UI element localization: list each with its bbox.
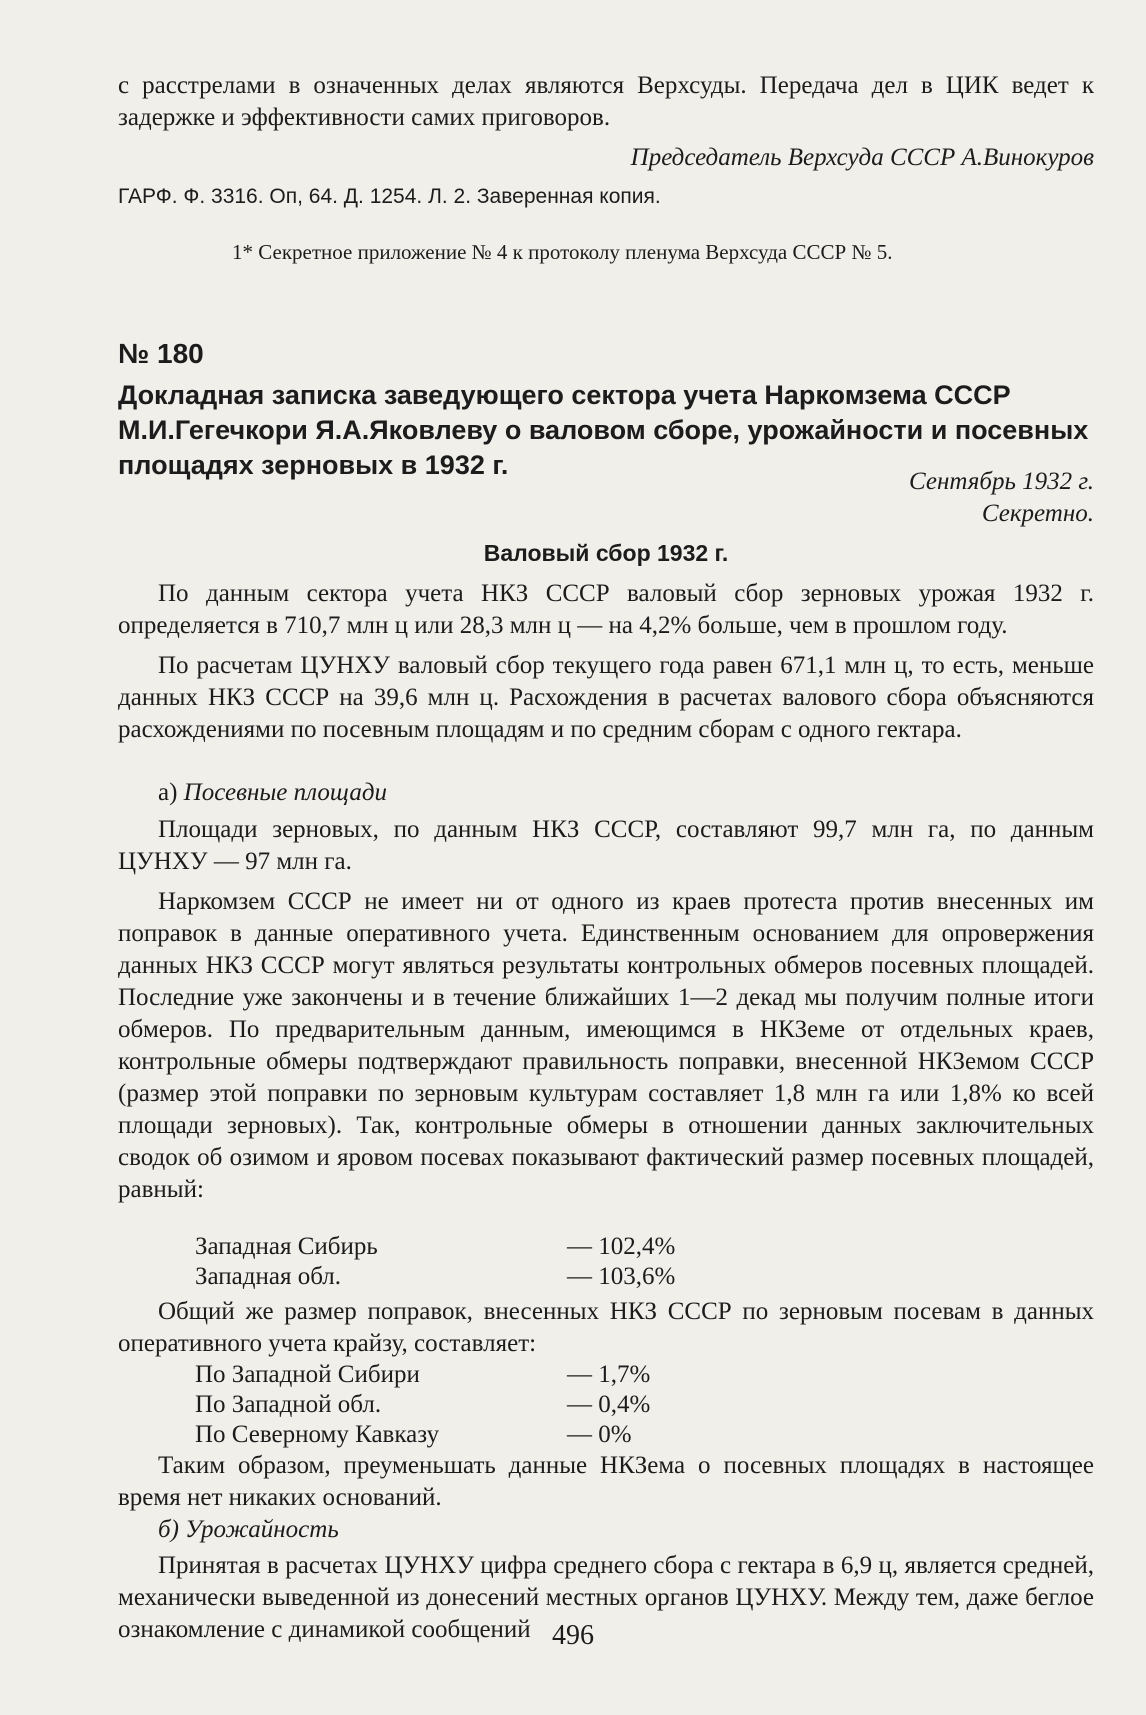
paragraph-conclusion: Таким образом, преуменьшать данные НКЗема о посевных площадях в настоящее время нет никаких оснований. [118,1452,1094,1511]
document-date: Сентябрь 1932 г. [909,468,1094,495]
subsection-a [118,777,1094,809]
subsection-a-label: а) [158,779,184,806]
subsection-a-title: Посевные площади [183,779,387,806]
paragraph: По расчетам ЦУНХУ валовый сбор текущего года равен 671,1 млн ц, то есть, меньше данных НКЗ СССР на 39,6 млн ц. Расхождения в расчетах валового сбора объясняются расхождениями по посевным площадям и по средним сборам с одного гектара. [118,652,1094,743]
page-number: 496 [552,1620,594,1651]
subsection-b-title: б) Урожайность [158,1516,339,1543]
classification: Секретно. [981,500,1094,527]
paragraph-corrections: Общий же размер поправок, внесенных НКЗ СССР по зерновым посевам в данных оперативного учета крайзу, составляет: [118,1298,1094,1357]
paragraph: По данным сектора учета НКЗ СССР валовый сбор зерновых урожая 1932 г. определяется в 710,7 млн ц или 28,3 млн ц — на 4,2% больше, чем в прошлом году. [118,580,1094,639]
table-row: По Северному Кавказу — 0% [195,1421,632,1448]
intro-paragraphs [118,578,1094,746]
continued-paragraph: с расстрелами в означенных делах являются Верхсуды. Передача дел в ЦИК ведет к задержке и эффективности самих приговоров. [118,72,1094,131]
table-corrections [195,1360,895,1450]
section-heading: Валовый сбор 1932 г. [483,540,729,566]
paragraph: Наркомзем СССР не имеет ни от одного из краев протеста против внесенных им поправок в данные оперативного учета. Единственным основанием для опровержения данных НКЗ СССР могут являться результаты контрольных обмеров посевных площадей. Последние уже закончены и в течение ближайших 1—2 декад мы получим полные итоги обмеров. По предварительным данным, имеющимся в НКЗеме от отдельных краев, контрольные обмеры подтверждают правильность поправки, внесенной НКЗемом СССР (размер этой поправки по зерновым культурам составляет 1,8 млн га или 1,8% ко всей площади зерновых). Так, контрольные обмеры в отношении данных заключительных сводок об озимом и яровом посевах показывают фактический размер посевных площадей, равный: [118,888,1094,1203]
table-row: По Западной обл. — 0,4% [195,1391,651,1418]
subsection-a-paragraphs [118,814,1094,1206]
footnote: 1* Секретное приложение № 4 к протоколу пленума Верхсуда СССР № 5. [232,240,893,264]
table-row: Западная Сибирь — 102,4% [195,1233,676,1260]
paragraph-last: Принятая в расчетах ЦУНХУ цифра среднего сбора с гектара в 6,9 ц, является средней, механически выведенной из донесений местных органов ЦУНХУ. Между тем, даже беглое ознакомление с динамикой сообщений [118,1552,1094,1643]
table-regions-pct [195,1232,895,1292]
signature: Председатель Верхсуда СССР А.Винокуров [630,144,1094,171]
archive-source: ГАРФ. Ф. 3316. Оп, 64. Д. 1254. Л. 2. Заверенная копия. [118,185,661,208]
document-number: № 180 [118,338,204,369]
paragraph: Площади зерновых, по данным НКЗ СССР, составляют 99,7 млн га, по данным ЦУНХУ — 97 млн га. [118,816,1094,875]
table-row: Западная обл. — 103,6% [195,1263,676,1290]
document-title: Докладная записка заведующего сектора учета Наркомзема СССР М.И.Гегечкори Я.А.Яковлеву о валовом сборе, урожайности и посевных площадях зерновых в 1932 г. [118,380,1089,480]
table-row: По Западной Сибири — 1,7% [195,1361,651,1388]
